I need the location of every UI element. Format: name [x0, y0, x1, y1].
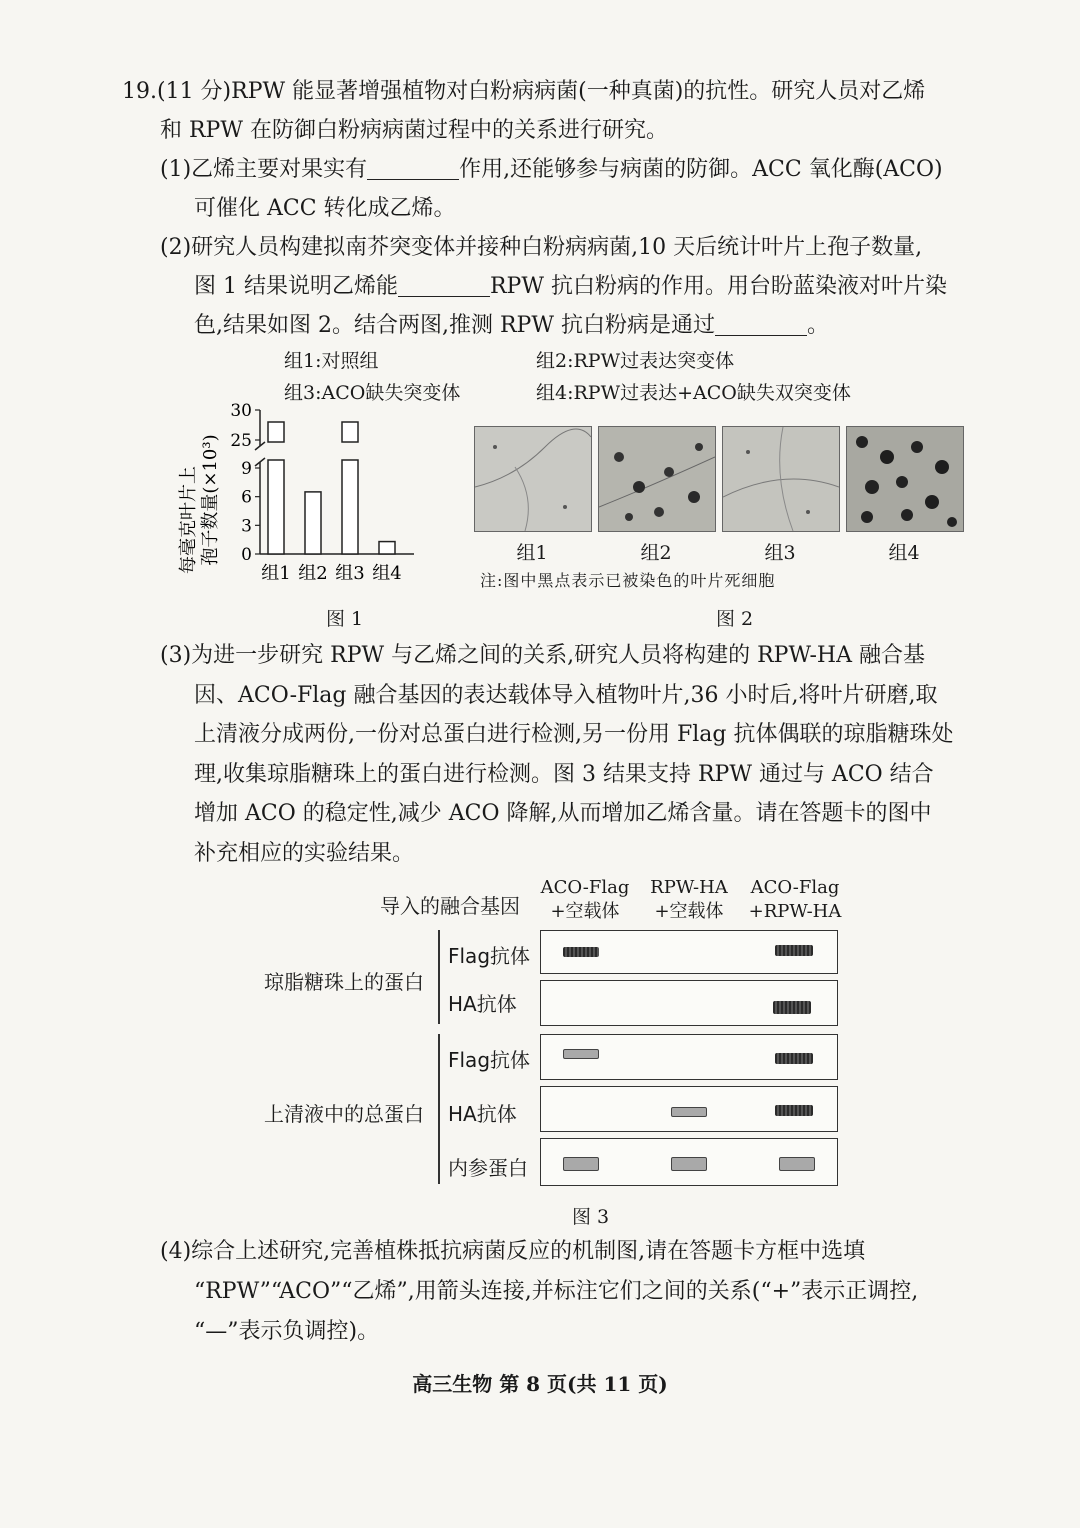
q3-line-2: 因、ACO-Flag 融合基因的表达载体导入植物叶片,36 小时后,将叶片研磨,取 [194, 682, 938, 708]
q3-line-6: 补充相应的实验结果。 [194, 840, 415, 866]
bracket-beads [438, 930, 440, 1024]
page-footer: 高三生物 第 8 页(共 11 页) [412, 1372, 668, 1396]
y-tick-label: 6 [241, 487, 252, 508]
bar-1-upper [268, 422, 284, 442]
column-header-1: ACO-Flag +空载体 [540, 877, 630, 922]
leaf-image-group-1 [474, 426, 592, 532]
legend-group-3: 组3:ACO缺失突变体 [284, 382, 461, 404]
leaf-image-group-2 [598, 426, 716, 532]
blot-row-1 [540, 930, 838, 974]
band-row4-col3 [775, 1105, 813, 1116]
bar-3-lower [342, 460, 358, 554]
q3-line-1: (3)为进一步研究 RPW 与乙烯之间的关系,研究人员将构建的 RPW-HA 融合基 [160, 643, 925, 668]
q3-line-5: 增加 ACO 的稳定性,减少 ACO 降解,从而增加乙烯含量。请在答题卡的图中 [194, 801, 932, 826]
question-intro [122, 72, 925, 150]
answer-blank-3[interactable] [715, 309, 807, 336]
sub-question-1 [160, 150, 943, 228]
q4-line-2: “RPW”“ACO”“乙烯”,用箭头连接,并标注它们之间的关系(“+”表示正调控, [194, 1279, 919, 1304]
y-axis-label-line-2: 孢子数量(×10³) [200, 434, 221, 566]
q4-line-3: “—”表示负调控)。 [194, 1319, 380, 1344]
blot-row-3 [540, 1034, 838, 1080]
figure-1-caption: 图 1 [326, 608, 364, 630]
blot-row-2 [540, 980, 838, 1026]
y-axis-label-line-1: 每毫克叶片上 [178, 466, 199, 574]
band-row1-col1 [563, 947, 599, 957]
sub-question-2 [160, 228, 947, 345]
x-tick-label-4: 组4 [372, 563, 402, 584]
q1-line-2: 可催化 ACC 转化成乙烯。 [194, 196, 456, 221]
figure-1-bar-chart [168, 400, 428, 600]
leaf-label-group-3: 组3 [764, 542, 796, 564]
column-header-3: ACO-Flag +RPW-HA [748, 877, 842, 922]
band-row4-col2 [671, 1107, 707, 1117]
bracket-supernatant [438, 1034, 440, 1184]
q2-text-b: RPW 抗白粉病的作用。用台盼蓝染液对叶片染 [489, 274, 947, 299]
row-label-5: 内参蛋白 [448, 1156, 528, 1180]
figure-2-note: 注:图中黑点表示已被染色的叶片死细胞 [480, 571, 776, 590]
band-row5-col2 [671, 1157, 707, 1171]
row-label-3: Flag抗体 [448, 1048, 531, 1072]
q3-line-4: 理,收集琼脂糖珠上的蛋白进行检测。图 3 结果支持 RPW 通过与 ACO 结合 [194, 761, 934, 787]
band-row1-col3 [775, 945, 813, 956]
leaf-label-group-4: 组4 [888, 542, 920, 564]
x-tick-label-2: 组2 [298, 563, 328, 584]
bar-1-lower [268, 460, 284, 554]
sub-question-4 [160, 1232, 918, 1352]
leaf-image-group-3 [722, 426, 840, 532]
y-tick-label: 3 [241, 516, 252, 537]
y-tick-label: 9 [241, 459, 252, 479]
q2-text-c: 色,结果如图 2。结合两图,推测 RPW 抗白粉病是通过 [194, 313, 715, 338]
y-axis-break-mark [255, 442, 265, 466]
band-row2-col3 [773, 1001, 811, 1014]
row-label-1: Flag抗体 [448, 944, 531, 968]
figure-3-caption: 图 3 [572, 1206, 610, 1228]
y-tick-label: 0 [241, 545, 252, 565]
q1-text-b: 作用,还能够参与病菌的防御。ACC 氧化酶(ACO) [459, 157, 943, 182]
leaf-image-group-4 [846, 426, 964, 532]
band-row3-col3 [775, 1053, 813, 1064]
figure-3-header-label: 导入的融合基因 [380, 894, 520, 918]
answer-blank-2[interactable] [398, 270, 490, 297]
legend-group-1: 组1:对照组 [284, 350, 379, 372]
column-header-2: RPW-HA +空载体 [650, 877, 728, 922]
q4-line-1: (4)综合上述研究,完善植株抵抗病菌反应的机制图,请在答题卡方框中选填 [160, 1239, 866, 1264]
y-tick-label: 30 [230, 401, 252, 421]
intro-line-2: 和 RPW 在防御白粉病病菌过程中的关系进行研究。 [160, 118, 668, 143]
group-label-beads: 琼脂糖珠上的蛋白 [264, 970, 424, 994]
group-label-supernatant: 上清液中的总蛋白 [264, 1102, 424, 1126]
legend-group-4: 组4:RPW过表达+ACO缺失双突变体 [536, 382, 851, 404]
bar-2 [305, 492, 321, 554]
sub-question-3 [160, 636, 953, 873]
bar-3-upper [342, 422, 358, 442]
band-row3-col1 [563, 1049, 599, 1059]
row-label-4: HA抗体 [448, 1102, 517, 1126]
figure-2-caption: 图 2 [716, 608, 754, 630]
intro-line-1: 19.(11 分)RPW 能显著增强植物对白粉病病菌(一种真菌)的抗性。研究人员对乙烯 [122, 79, 926, 104]
q2-text-a: 图 1 结果说明乙烯能 [194, 274, 398, 299]
x-tick-label-3: 组3 [335, 563, 365, 584]
band-row5-col3 [779, 1157, 815, 1171]
leaf-label-group-2: 组2 [640, 542, 672, 564]
blot-row-4 [540, 1086, 838, 1132]
blot-row-5 [540, 1138, 838, 1186]
leaf-label-group-1: 组1 [516, 542, 548, 564]
answer-blank-1[interactable] [367, 153, 459, 180]
y-tick-label: 25 [230, 431, 252, 451]
q2-line-1: (2)研究人员构建拟南芥突变体并接种白粉病病菌,10 天后统计叶片上孢子数量, [160, 235, 923, 260]
legend-group-2: 组2:RPW过表达突变体 [536, 350, 735, 372]
x-tick-label-1: 组1 [261, 563, 291, 584]
bar-4 [379, 542, 395, 554]
q2-text-d: 。 [806, 313, 829, 338]
q3-line-3: 上清液分成两份,一份对总蛋白进行检测,另一份用 Flag 抗体偶联的琼脂糖珠处 [194, 722, 954, 747]
band-row5-col1 [563, 1157, 599, 1171]
row-label-2: HA抗体 [448, 992, 517, 1016]
q1-text-a: (1)乙烯主要对果实有 [160, 157, 368, 182]
